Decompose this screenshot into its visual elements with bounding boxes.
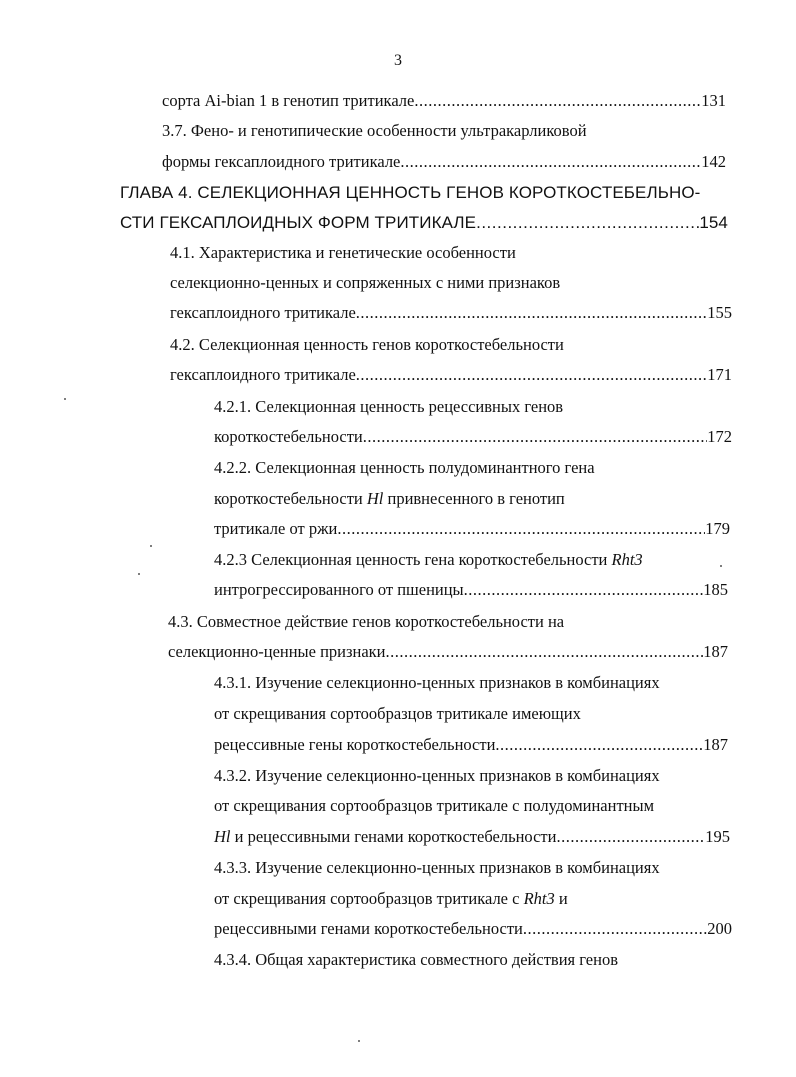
scan-speck: [150, 545, 152, 547]
toc-entry-page: 171: [707, 365, 732, 384]
toc-entry-page: 179: [705, 519, 730, 538]
toc-dot-leader: [400, 151, 701, 173]
toc-entry-text: 4.3. Совместное действие генов короткостебельности на: [168, 612, 565, 631]
toc-entry-text: селекционно-ценные признаки: [168, 642, 386, 661]
toc-entry[interactable]: [168, 611, 564, 633]
toc-entry-text: ГЛАВА 4. СЕЛЕКЦИОННАЯ ЦЕННОСТЬ ГЕНОВ КОРОТКОСТЕБЕЛЬНО-: [120, 183, 701, 202]
toc-entry[interactable]: [214, 488, 565, 510]
toc-entry[interactable]: [214, 518, 730, 540]
toc-entry-page: 185: [703, 580, 728, 599]
gene-symbol: Hl: [214, 827, 231, 846]
toc-entry[interactable]: [162, 151, 726, 173]
toc-entry-page: 172: [707, 427, 732, 446]
scan-speck: [358, 1040, 360, 1042]
toc-entry-text: гексаплоидного тритикале: [170, 303, 356, 322]
toc-entry[interactable]: [170, 364, 732, 386]
toc-entry[interactable]: [214, 949, 618, 971]
toc-dot-leader: [337, 518, 705, 540]
toc-entry-page: 154: [699, 213, 728, 232]
toc-entry-page: 155: [707, 303, 732, 322]
toc-entry[interactable]: [214, 918, 732, 940]
toc-entry[interactable]: [214, 826, 730, 848]
toc-entry[interactable]: [214, 765, 660, 787]
toc-dot-leader: [356, 302, 707, 324]
toc-dot-leader: [476, 212, 699, 234]
toc-entry[interactable]: [214, 795, 654, 817]
toc-entry[interactable]: [214, 396, 563, 418]
page-number: 3: [394, 52, 402, 69]
toc-entry-text: 4.3.1. Изучение селекционно-ценных признаков в комбинациях: [214, 673, 660, 692]
toc-entry-text: СТИ ГЕКСАПЛОИДНЫХ ФОРМ ТРИТИКАЛЕ: [120, 213, 477, 232]
toc-entry-text: и рецессивными генами короткостебельности: [230, 827, 557, 846]
toc-entry-text: 4.2. Селекционная ценность генов короткостебельности: [170, 335, 564, 354]
toc-entry-text: короткостебельности: [214, 427, 363, 446]
toc-entry[interactable]: [170, 302, 732, 324]
toc-entry[interactable]: [162, 90, 726, 112]
chapter-heading[interactable]: [120, 182, 700, 204]
toc-entry[interactable]: [214, 426, 732, 448]
toc-entry-text: тритикале от ржи: [214, 519, 338, 538]
toc-entry-text: 4.3.3. Изучение селекционно-ценных признаков в комбинациях: [214, 858, 660, 877]
toc-entry-text: от скрещивания сортообразцов тритикале с полудоминантным: [214, 796, 655, 815]
toc-entry-text: 4.3.2. Изучение селекционно-ценных признаков в комбинациях: [214, 766, 660, 785]
scan-speck: [720, 565, 722, 567]
gene-symbol: Rht3: [523, 889, 555, 908]
toc-dot-leader: [495, 734, 703, 756]
toc-entry-text: короткостебельности: [214, 489, 367, 508]
toc-entry-page: 142: [701, 152, 726, 171]
scan-speck: [138, 573, 140, 575]
toc-entry-text: привнесенного в генотип: [383, 489, 565, 508]
toc-entry-page: 187: [703, 735, 728, 754]
toc-entry-text: 4.2.2. Селекционная ценность полудоминантного гена: [214, 458, 595, 477]
toc-entry-page: 187: [703, 642, 728, 661]
toc-entry-text: 4.3.4. Общая характеристика совместного действия генов: [214, 950, 618, 969]
toc-entry[interactable]: [214, 734, 728, 756]
toc-entry-text: 4.1. Характеристика и генетические особенности: [170, 243, 516, 262]
toc-entry[interactable]: [170, 242, 516, 264]
toc-entry[interactable]: [214, 703, 581, 725]
toc-dot-leader: [414, 90, 701, 112]
toc-entry-text: от скрещивания сортообразцов тритикале имеющих: [214, 704, 581, 723]
toc-entry-text: интрогрессированного от пшеницы: [214, 580, 464, 599]
toc-entry-text: сорта Ai-bian 1 в генотип тритикале: [162, 91, 415, 110]
toc-entry-text: 3.7. Фено- и генотипические особенности ультракарликовой: [162, 121, 587, 140]
toc-entry[interactable]: [214, 672, 660, 694]
toc-entry-text: гексаплоидного тритикале: [170, 365, 356, 384]
toc-dot-leader: [386, 641, 704, 663]
scan-speck: [64, 398, 66, 400]
toc-dot-leader: [363, 426, 708, 448]
gene-symbol: Hl: [366, 489, 384, 508]
toc-entry-page: 131: [701, 91, 726, 110]
toc-entry[interactable]: [162, 120, 587, 142]
chapter-heading[interactable]: [120, 212, 728, 234]
toc-entry[interactable]: [168, 641, 728, 663]
toc-entry-text: 4.2.1. Селекционная ценность рецессивных генов: [214, 397, 564, 416]
gene-symbol: Rht3: [611, 550, 643, 569]
toc-entry-text: и: [554, 889, 568, 908]
toc-entry[interactable]: [214, 457, 595, 479]
toc-entry[interactable]: [214, 888, 568, 910]
toc-dot-leader: [556, 826, 705, 848]
toc-dot-leader: [464, 579, 704, 601]
toc-entry[interactable]: [170, 334, 564, 356]
toc-entry-text: 4.2.3 Селекционная ценность гена короткостебельности: [214, 550, 612, 569]
toc-entry-text: селекционно-ценных и сопряженных с ними признаков: [170, 273, 561, 292]
toc-entry[interactable]: [214, 857, 660, 879]
toc-dot-leader: [356, 364, 707, 386]
toc-entry[interactable]: [170, 272, 560, 294]
toc-dot-leader: [523, 918, 707, 940]
toc-entry-page: 195: [705, 827, 730, 846]
toc-entry[interactable]: [214, 579, 728, 601]
toc-entry-text: рецессивными генами короткостебельности: [214, 919, 523, 938]
toc-entry[interactable]: [214, 549, 643, 571]
toc-entry-text: формы гексаплоидного тритикале: [162, 152, 401, 171]
toc-entry-page: 200: [707, 919, 732, 938]
toc-entry-text: от скрещивания сортообразцов тритикале с: [214, 889, 524, 908]
toc-entry-text: рецессивные гены короткостебельности: [214, 735, 496, 754]
